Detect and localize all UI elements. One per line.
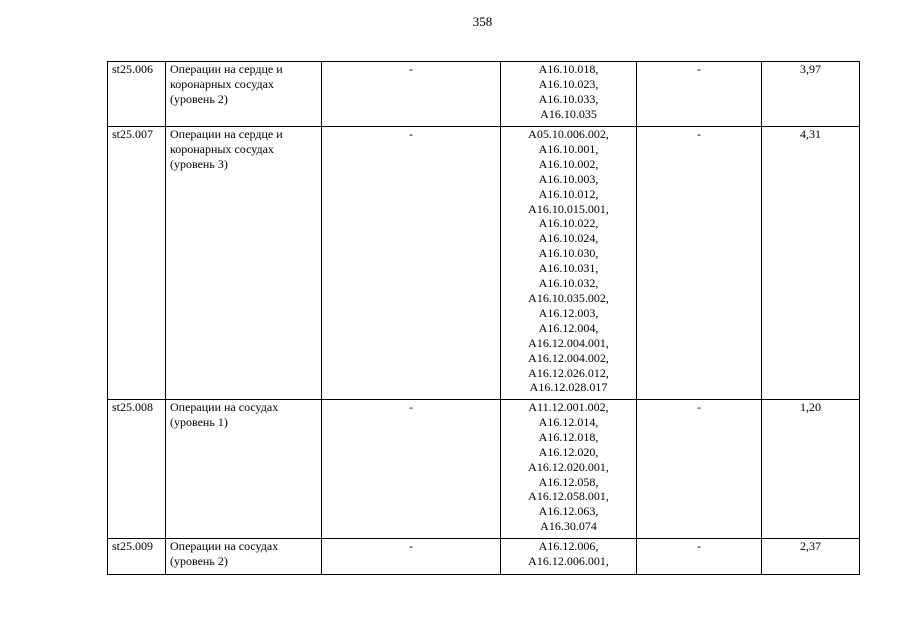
table-row (108, 400, 860, 539)
ksg-name-cell (166, 539, 322, 575)
ksg-name-cell (166, 62, 322, 127)
ksg-name-line: Операции на сосудах (170, 400, 279, 414)
service-code: A16.12.063, (538, 504, 599, 519)
service-code: A16.12.026.012, (528, 365, 609, 380)
table-row (108, 127, 860, 400)
service-code: A16.10.023, (538, 76, 599, 91)
service-code: A16.10.003, (538, 171, 599, 186)
coefficient-cell: 4,31 (762, 127, 860, 400)
ksg-name-line: (уровень 2) (170, 91, 228, 106)
service-codes-cell (501, 127, 637, 400)
service-code: A16.10.035.002, (528, 290, 609, 305)
service-code: A16.12.006.001, (528, 553, 609, 568)
diagnosis-code-cell: - (322, 400, 501, 539)
service-code: A16.12.003, (538, 305, 599, 320)
service-codes-cell (501, 62, 637, 127)
service-code: A16.30.074 (540, 519, 597, 534)
ksg-code-cell: st25.007 (108, 127, 166, 400)
service-code: A16.10.024, (538, 231, 599, 246)
ksg-table (107, 61, 860, 575)
additional-criteria-cell: - (637, 539, 762, 575)
service-code: A16.10.031, (538, 261, 599, 276)
service-code: A16.10.022, (538, 216, 599, 231)
diagnosis-code-cell: - (322, 539, 501, 575)
ksg-name-line: коронарных сосудах (170, 76, 274, 91)
service-code: A16.12.058.001, (528, 489, 609, 504)
service-code: A16.12.018, (538, 429, 599, 444)
diagnosis-code-cell: - (322, 127, 501, 400)
service-code: A16.12.058, (538, 474, 599, 489)
ksg-name-line: Операции на сосудах (170, 539, 279, 553)
ksg-name-line: (уровень 2) (170, 553, 228, 568)
service-code: A16.12.006, (538, 539, 599, 553)
service-codes-cell (501, 400, 637, 539)
ksg-name-cell (166, 127, 322, 400)
service-code: A16.10.032, (538, 276, 599, 291)
service-code: A11.12.001.002, (528, 400, 609, 414)
service-code: A16.10.015.001, (528, 201, 609, 216)
ksg-name-line: коронарных сосудах (170, 141, 274, 156)
ksg-name-cell (166, 400, 322, 539)
service-code: A16.10.001, (538, 141, 599, 156)
service-code: A16.12.004.002, (528, 350, 609, 365)
service-code: A16.12.004.001, (528, 335, 609, 350)
ksg-code-cell: st25.008 (108, 400, 166, 539)
diagnosis-code-cell: - (322, 62, 501, 127)
service-codes-cell (501, 539, 637, 575)
service-code: A16.12.014, (538, 414, 599, 429)
service-code: A16.12.004, (538, 320, 599, 335)
service-code: A16.12.020.001, (528, 459, 609, 474)
additional-criteria-cell: - (637, 400, 762, 539)
ksg-name-line: (уровень 3) (170, 156, 228, 171)
coefficient-cell: 3,97 (762, 62, 860, 127)
ksg-name-line: Операции на сердце и (170, 62, 283, 76)
table-row (108, 539, 860, 575)
coefficient-cell: 2,37 (762, 539, 860, 575)
service-code: A16.12.020, (538, 444, 599, 459)
additional-criteria-cell: - (637, 127, 762, 400)
additional-criteria-cell: - (637, 62, 762, 127)
ksg-name-line: (уровень 1) (170, 414, 228, 429)
page-number: 358 (472, 14, 493, 29)
service-code: A16.12.028.017 (529, 380, 608, 395)
service-code: A05.10.006.002, (528, 127, 609, 141)
table-row (108, 62, 860, 127)
coefficient-cell: 1,20 (762, 400, 860, 539)
service-code: A16.10.035 (540, 106, 597, 121)
ksg-table-body (108, 62, 860, 575)
service-code: A16.10.030, (538, 246, 599, 261)
service-code: A16.10.033, (538, 91, 599, 106)
ksg-code-cell: st25.009 (108, 539, 166, 575)
service-code: A16.10.012, (538, 186, 599, 201)
ksg-code-cell: st25.006 (108, 62, 166, 127)
ksg-name-line: Операции на сердце и (170, 127, 283, 141)
service-code: A16.10.002, (538, 156, 599, 171)
service-code: A16.10.018, (538, 62, 599, 76)
